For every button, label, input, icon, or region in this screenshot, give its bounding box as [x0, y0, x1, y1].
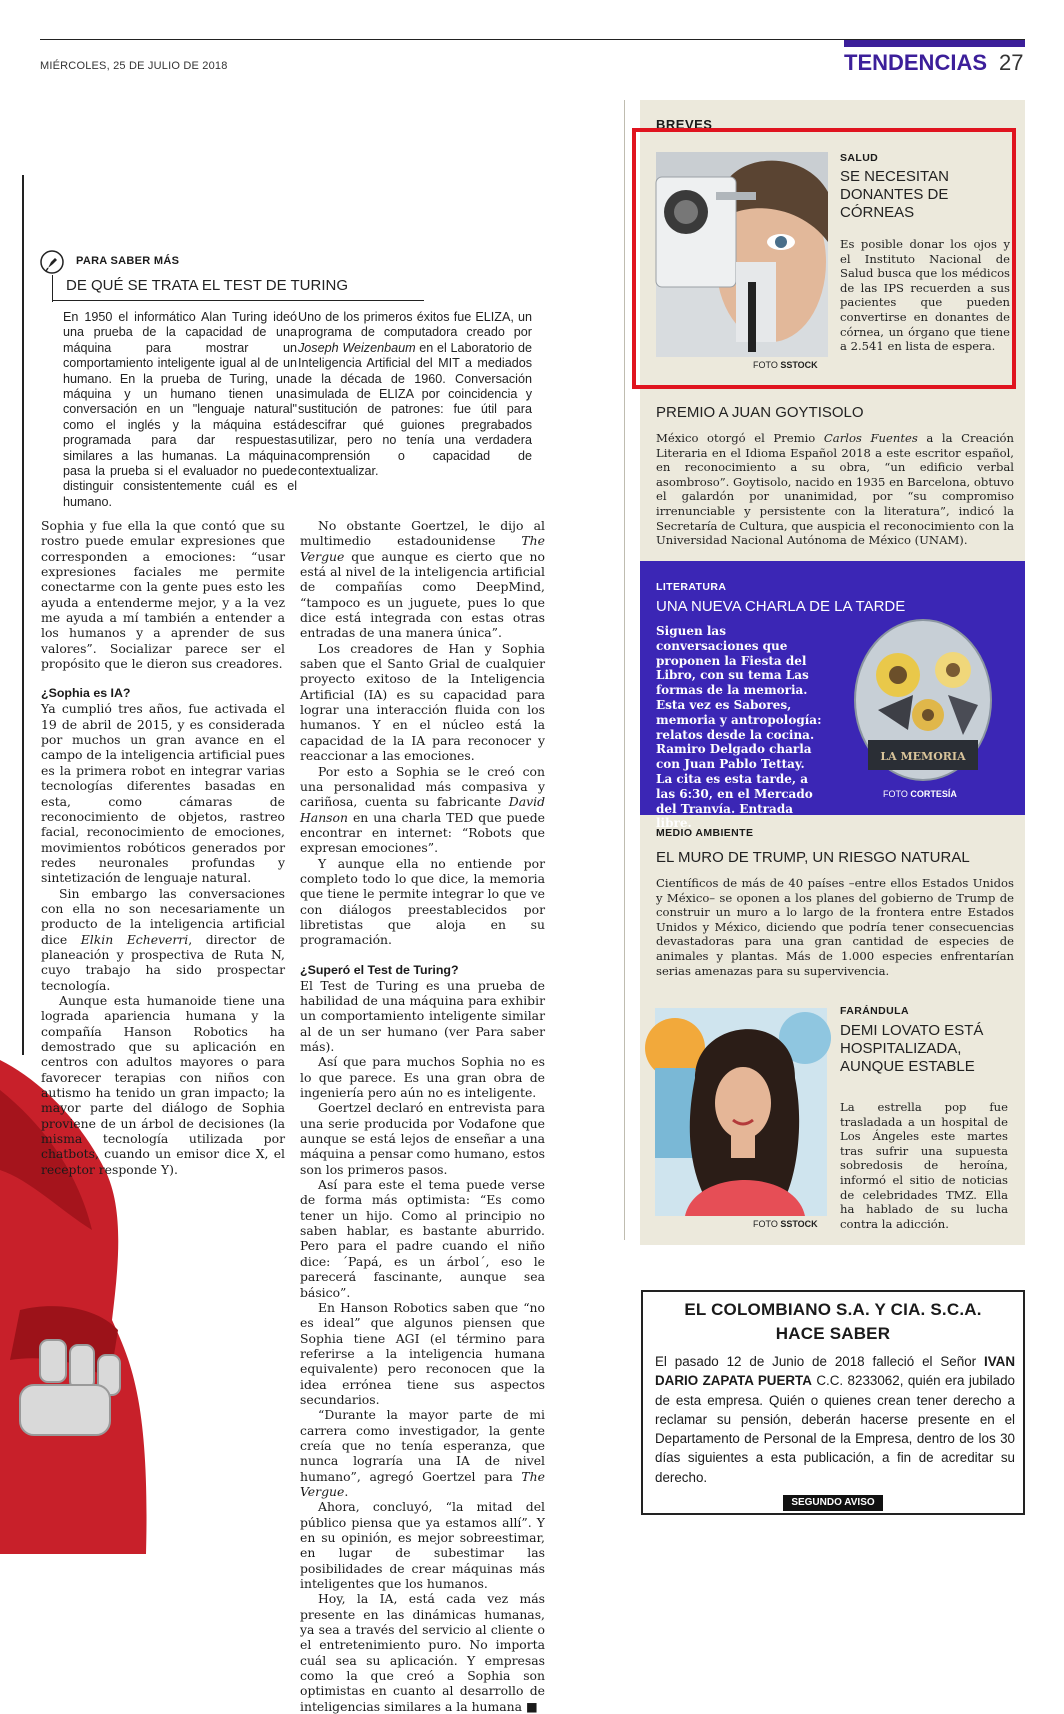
- literatura-kicker: LITERATURA: [656, 581, 727, 593]
- sidebox-rule: [52, 300, 424, 301]
- article-emphasis: The Vergue: [300, 533, 545, 564]
- sidebox-text: en el Laboratorio de Inteligencia Artificial del MIT a mediados de la década de 1960. Conversación simulada de ELIZA por coincidencia y sustitución de patrones: fue útil para descifrar qué guiones pregrabados utilizar, pero no tenía una verdadera comprensión o capacidad de contextualizar.: [298, 340, 532, 479]
- article-paragraph: [300, 518, 545, 641]
- article-emphasis: David Hanson: [300, 794, 545, 825]
- article-text: Sin embargo las conversaciones con ella no son necesariamente un producto de la inteligencia artificial dice: [41, 885, 285, 947]
- sidebox-column-1: En 1950 el informático Alan Turing ideó una prueba de la capacidad de una máquina para mostrar un comportamiento inteligente igual al de un humano. En la prueba de Turing, una máquina y un humano tienen una conversación en un "lenguaje natural" como el inglés y la máquina está programada para dar respuestas similares a las humanas. La máquina pasa la prueba si el evaluador no puede distinguir consistentemente cuál es el humano.: [63, 310, 297, 509]
- article-paragraph: En Hanson Robotics saben que “no es ideal” que algunos piensen que Sophia tiene AGI (el término para referirse a la inteligencia humana equivalente) pero reconocen que la idea errónea tiene sus aspectos secundarios.: [300, 1299, 545, 1407]
- notice-tag: SEGUNDO AVISO: [783, 1495, 883, 1511]
- article-emphasis: Elkin Echeverri: [80, 931, 189, 947]
- section-name: TENDENCIAS: [844, 50, 988, 75]
- article-column-1: [41, 518, 285, 1177]
- premio-headline: PREMIO A JUAN GOYTISOLO: [656, 404, 864, 421]
- article-paragraph: El Test de Turing es una prueba de habilidad de una máquina para exhibir un comportamiento inteligente similar al de un ser humano (ver Para saber más).: [300, 977, 545, 1054]
- article-paragraph: Sophia y fue ella la que contó que su rostro puede emular expresiones que corresponden a emociones: “usar expresiones faciales me permite conectarme con la gente pues esto les ayuda a entenderme mejor, y a la vez me ayuda a mí también a entender a los humanos y a aprender de sus valores”. Socializar parece ser el propósito que le dieron sus creadores.: [41, 518, 285, 672]
- memoria-book-title: LA MEMORIA: [880, 750, 966, 763]
- breves-label: BREVES: [656, 117, 713, 132]
- article-paragraph: Los creadores de Han y Sophia saben que el Santo Grial de cualquier proyecto exitoso de la Inteligencia Artificial (IA) es su capacidad para lograr una interacción fluida con los humanos. Y en el núcleo está la capacidad de la IA para reconocer y reaccionar a las emociones.: [300, 640, 545, 764]
- article-text: que aunque es cierto que no está al nivel de la inteligencia artificial de compañías como DeepMind, “tampoco es un juguete, pues lo que dice está integrada con estas otras entradas de una manera única”.: [300, 548, 545, 641]
- premio-emphasis: Carlos Fuentes: [823, 431, 918, 445]
- premio-text-b: a la Creación Literaria en el Idioma Español 2018 a este escritor español, en reconocimiento a su obra, “un edificio verbal asombroso”. Goytisolo, nacido en 1935 en Barcelona, obtuvo el galardón por unanimidad, por “su compromiso irrenunciable y persistente con la literatura”, indicó la Secretaría de Cultura, que auspicia el reconocimiento con la Universidad Nacional Autónoma de México (UNAM).: [656, 431, 1014, 548]
- article-paragraph: Hoy, la IA, está cada vez más presente en las dinámicas humanas, ya sea a través del servicio al cliente o el entretenimiento puro. No importa cuál sea su aplicación. Y empresas como la que creó a Sophia son optimistas en cuanto al desarrollo de inteligencias similares a la humana ■: [300, 1591, 545, 1714]
- sidebox-emphasis: Joseph Weizenbaum: [298, 340, 416, 355]
- ambiente-text: Científicos de más de 40 países –entre ellos Estados Unidos y México– se oponen a los planes del gobierno de Trump de construir un muro a lo largo de la frontera entre Estados Unidos y México, diciendo que podría tener consecuencias devastadoras para una gran cantidad de especies de animales y plantas. Más de 1.000 especies enfrentarían serias amenazas para su supervivencia.: [656, 876, 1014, 978]
- farandula-kicker: FARÁNDULA: [840, 1005, 909, 1017]
- article-paragraph: [41, 886, 285, 993]
- credit-source: SSTOCK: [780, 360, 818, 370]
- article-column-2: [300, 518, 545, 1714]
- pin-icon: [40, 250, 64, 276]
- article-text: No obstante Goertzel, le dijo al multimedio estadounidense: [300, 518, 545, 549]
- article-paragraph: Aunque esta humanoide tiene una lograda apariencia humana y la compañía Hanson Robotics ha demostrado que su aplicación en centros con adultos mayores o para favorecer terapias con niños con autismo ha tenido un gran impacto; la mayor parte del diálogo de Sophia proviene de un árbol de decisiones (la misma tecnología utilizada por chatbots, cuando un emisor dice X, el receptor responde Y).: [41, 992, 285, 1177]
- salud-text: Es posible donar los ojos y el Instituto Nacional de Salud busca que los médicos de las IPS recuerden a sus pacientes que pueden convertirse en donantes de córnea, un órgano que tiene a 2.541 en lista de espera.: [840, 237, 1010, 354]
- article-text: Por esto a Sophia se le creó con una personalidad más compasiva y cariñosa, cuenta su fabricante: [300, 763, 545, 810]
- premio-text-a: México otorgó el Premio: [656, 431, 824, 445]
- notice-text-b: C.C. 8233062, quién era jubilado de esta empresa. Quién o quienes crean tener derecho a reclamar su pensión, deberán hacerse presente en el Departamento de Personal de la Empresa, dentro de los 30 días siguientes a esta publicación, a fin de acreditar su derecho.: [655, 1373, 1016, 1485]
- photo-credit: [753, 1219, 818, 1229]
- literatura-headline: UNA NUEVA CHARLA DE LA TARDE: [656, 598, 906, 615]
- legal-notice: [641, 1290, 1025, 1515]
- farandula-headline: DEMI LOVATO ESTÁ HOSPITALIZADA, AUNQUE ESTABLE: [840, 1022, 984, 1075]
- page-number: 27: [999, 50, 1024, 75]
- credit-source: CORTESÍA: [910, 789, 957, 799]
- article-paragraph: Ahora, concluyó, “la mitad del público piensa que ya estamos allí”. Y en su opinión, es mejor sobreestimar, en lugar de subestimar las posibilidades de crear máquinas más inteligentes que los humanos.: [300, 1499, 545, 1592]
- article-paragraph: Y aunque ella no entiende por completo todo lo que dice, la memoria que tiene le permite integrar lo que ve con diálogos preestablecidos por libretistas que aloja en su programación.: [300, 855, 545, 948]
- sidebox-text: Uno de los primeros éxitos fue ELIZA, un programa de computadora creado por: [298, 310, 532, 340]
- salud-headline: SE NECESITAN DONANTES DE CÓRNEAS: [840, 168, 949, 221]
- literatura-text: Siguen las conversaciones que proponen la Fiesta del Libro, con su tema Las formas de la memoria. Esta vez es Sabores, memoria y antropología: relatos desde la cocina. Ramiro Delgado charla con Juan Pablo Tettay. La cita es esta tarde, a las 6:30, en el Mercado del Tranvía. Entrada libre.: [656, 624, 822, 831]
- memoria-book-photo: [853, 620, 993, 786]
- article-paragraph: Goertzel declaró en entrevista para una serie producida por Vodafone que aunque se está lejos de enseñar a una máquina a pensar como humano, estos son los primeros pasos.: [300, 1100, 545, 1177]
- credit-prefix: FOTO: [883, 789, 911, 799]
- article-text: “Durante la mayor parte de mi carrera como investigador, la gente creía que no tenía esperanza, que nunca lograría una IA de nivel humano”, agregó Goertzel para: [300, 1407, 545, 1484]
- singer-photo: [655, 1008, 827, 1216]
- article-emphasis: The Vergue: [300, 1468, 545, 1499]
- farandula-text: La estrella pop fue trasladada a un hospital de Los Ángeles este martes tras sufrir una supuesta sobredosis de heroína, informó el sitio de noticias de celebridades TMZ. Ella ha hablado de su lucha contra la adicción.: [840, 1100, 1008, 1231]
- notice-title: EL COLOMBIANO S.A. Y CIA. S.C.A.: [684, 1300, 982, 1319]
- sidebox-title: DE QUÉ SE TRATA EL TEST DE TURING: [66, 277, 349, 294]
- sidebar-divider: [624, 100, 625, 1240]
- salud-kicker: SALUD: [840, 152, 879, 164]
- article-paragraph: [300, 1407, 545, 1499]
- sidebox-vertical-rule: [52, 275, 53, 302]
- article-paragraph: Ya cumplió tres años, fue activada el 19 de abril de 2015, y es considerada por muchos un gran avance en el campo de la inteligencia artificial pues es la primera robot en integrar varias tecnologías diferentes basadas en esta, como cámaras de reconocimiento de objetos, rastreo facial, reconocimiento de emociones, movimientos robóticos generados por redes neuronales profundas y sintetización de lenguaje natural.: [41, 701, 285, 886]
- ambiente-kicker: MEDIO AMBIENTE: [656, 827, 754, 839]
- sidebox-column-2: [298, 310, 532, 479]
- premio-text: [656, 431, 1014, 548]
- article-text: , director de planeación y prospectiva de Ruta N, cuyo trabajo ha sido prospectar tecnología.: [41, 931, 285, 993]
- section-color-bar: [844, 40, 1025, 47]
- highlight-box: [632, 128, 1016, 389]
- credit-prefix: FOTO: [753, 360, 781, 370]
- notice-text-a: El pasado 12 de Junio de 2018 falleció el Señor: [655, 1354, 984, 1369]
- sidebox-label: PARA SABER MÁS: [76, 255, 180, 267]
- article-paragraph: Así para este el tema puede verse de forma más optimista: “Es como tener un hijo. Como al principio no saben hablar, es bastante aburrido. Pero para el padre cuando el niño dice: ´Papá, es un árbol´, eso le parecerá fascinante, aunque sea básico”.: [300, 1177, 545, 1300]
- article-paragraph: [300, 764, 545, 856]
- article-paragraph: Así que para muchos Sophia no es lo que parece. Es una gran obra de ingeniería pero aún no es inteligente.: [300, 1054, 545, 1101]
- article-text: en una charla TED que puede encontrar en internet: “Robots que expresan emociones”.: [300, 809, 545, 856]
- notice-text: [655, 1352, 1015, 1487]
- article-subheading: ¿Sophia es IA?: [41, 686, 131, 701]
- photo-credit: [883, 789, 957, 799]
- margin-rule: [22, 175, 24, 1055]
- notice-name: IVAN DARIO ZAPATA PUERTA: [655, 1354, 1015, 1389]
- credit-source: SSTOCK: [780, 1219, 818, 1229]
- credit-prefix: FOTO: [753, 1219, 781, 1229]
- notice-subtitle: HACE SABER: [775, 1324, 891, 1343]
- article-subheading: ¿Superó el Test de Turing?: [300, 962, 459, 977]
- ambiente-headline: EL MURO DE TRUMP, UN RIESGO NATURAL: [656, 849, 970, 866]
- article-text: .: [344, 1483, 349, 1499]
- page-date: MIÉRCOLES, 25 DE JULIO DE 2018: [40, 60, 228, 72]
